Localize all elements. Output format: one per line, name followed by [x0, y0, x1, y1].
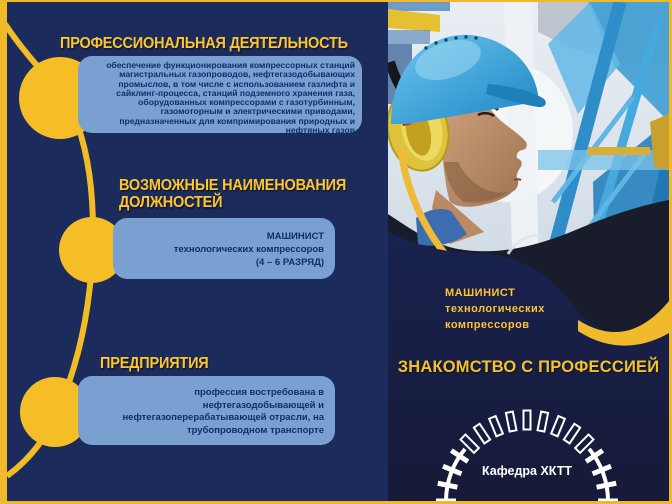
profession-line: МАШИНИСТ [445, 287, 516, 299]
section-3-heading: ПРЕДПРИЯТИЯ [100, 355, 209, 373]
body-line: трубопроводном транспорте [186, 424, 324, 436]
section-3-body-box [78, 376, 335, 445]
section-1-heading: ПРОФЕССИОНАЛЬНАЯ ДЕЯТЕЛЬНОСТЬ [60, 35, 348, 53]
profession-name-block [445, 285, 545, 333]
body-line: промыслов, в том числе с использованием газлифта и [118, 78, 355, 89]
body-line: нефтегазодобывающей и [202, 399, 324, 411]
body-line: предназначенных для компримирования природных и [119, 115, 355, 126]
section-2-body-box [113, 218, 335, 279]
profession-line: технологических [445, 303, 545, 315]
body-line: обеспечение функционирования компрессорных станций [106, 60, 355, 70]
logo-arc [436, 411, 618, 502]
right-panel [388, 2, 669, 501]
body-line: сайклинг-процесса, станций подземного хранения газа, [116, 87, 355, 98]
section-2-heading [119, 177, 346, 212]
body-line: профессия востребована в [194, 387, 324, 398]
body-line: нефтегазоперерабатывающей отрасли, на [122, 412, 324, 423]
body-line: МАШИНИСТ [266, 231, 324, 242]
body-line: (4 – 6 РАЗРЯД) [255, 257, 324, 268]
body-line: оборудованных компрессорами с газотурбинным, [138, 97, 355, 108]
body-line: технологических компрессоров [173, 244, 324, 255]
profession-line: компрессоров [445, 319, 530, 331]
body-line: газомоторным и электрическими приводами, [160, 106, 355, 117]
department-logo [388, 381, 669, 501]
heading-line: ДОЛЖНОСТЕЙ [119, 194, 223, 212]
mouth [514, 179, 521, 180]
left-panel [7, 2, 388, 501]
slogan-title: ЗНАКОМСТВО С ПРОФЕССИЕЙ [397, 358, 660, 376]
body-line: магистральных газопроводов, нефтегазодобывающих [119, 69, 355, 80]
body-line: нефтяных газов [285, 125, 355, 136]
section-1-body-box [78, 56, 362, 136]
heading-line: ВОЗМОЖНЫЕ НАИМЕНОВАНИЯ [119, 177, 347, 195]
department-caption: Кафедра ХКТТ [481, 464, 573, 478]
